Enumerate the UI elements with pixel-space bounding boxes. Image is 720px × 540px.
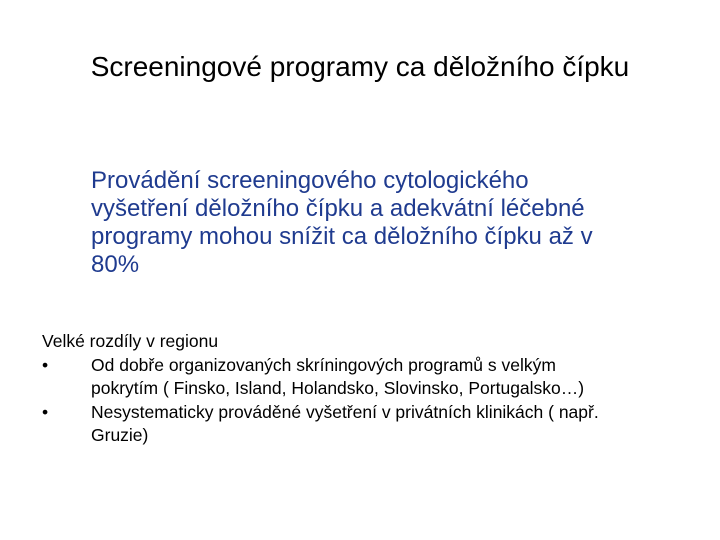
bullet-text	[91, 354, 702, 401]
details-heading: Velké rozdíly v regionu	[42, 331, 219, 351]
bullet-line: Od dobře organizovaných skríningových programů s velkým	[91, 354, 556, 375]
slide-title: Screeningové programy ca děložního čípku	[90, 51, 630, 82]
bullet-item	[42, 401, 702, 448]
bullet-marker: •	[42, 354, 49, 375]
lead-line: programy mohou snížit ca děložního čípku až v	[91, 223, 593, 250]
bullet-text	[91, 401, 702, 448]
lead-line: 80%	[91, 251, 140, 278]
bullet-line: Gruzie)	[91, 425, 149, 445]
lead-statement	[91, 167, 691, 279]
bullet-item	[42, 354, 702, 401]
bullet-line: Nesystematicky prováděné vyšetření v privátních klinikách ( např.	[91, 401, 599, 422]
bullet-list	[42, 354, 702, 448]
details-section	[42, 330, 702, 448]
bullet-line: pokrytím ( Finsko, Island, Holandsko, Slovinsko, Portugalsko…)	[91, 378, 585, 398]
bullet-marker: •	[42, 401, 49, 422]
lead-line: Provádění screeningového cytologického	[91, 167, 529, 194]
lead-line: vyšetření děložního čípku a adekvátní léčebné	[91, 195, 585, 222]
